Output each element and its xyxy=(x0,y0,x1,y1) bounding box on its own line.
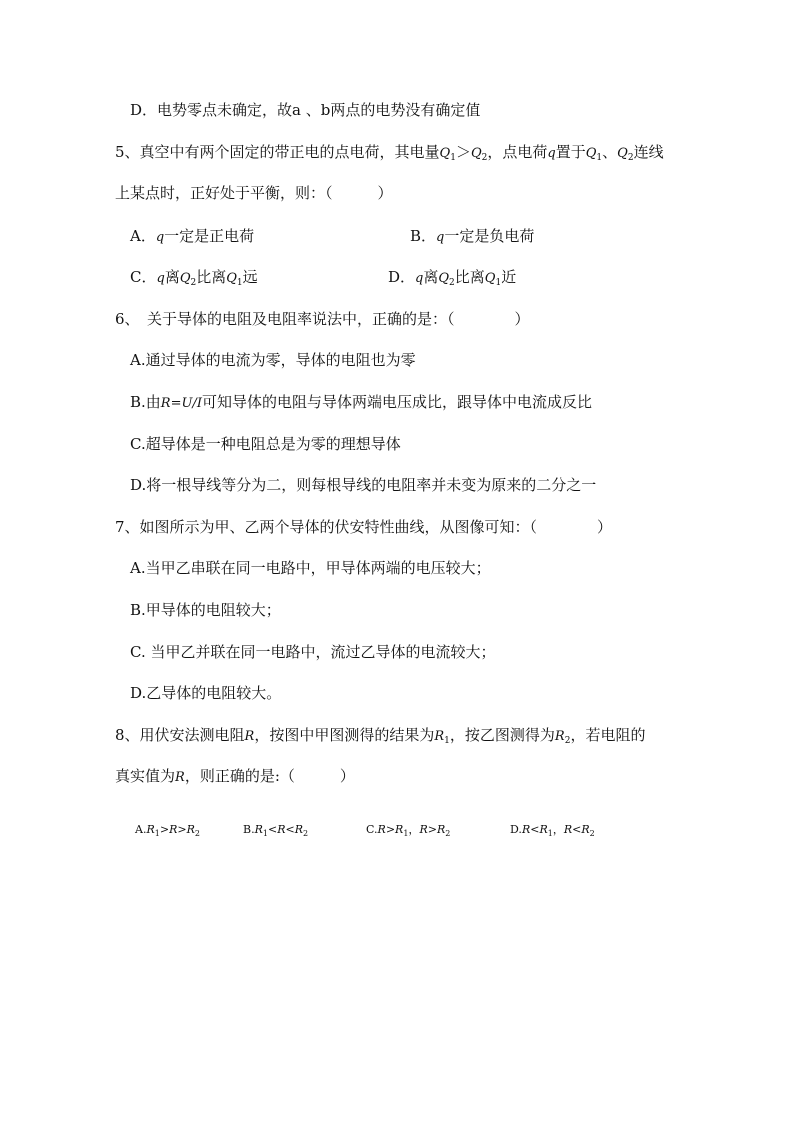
q8-stem-line2: 真实值为R，则正确的是:（ ） xyxy=(115,767,355,785)
q5-option-d: D．q离$Q_2$比离$Q_1$近 xyxy=(388,268,517,288)
q4-option-d-text: D．电势零点未确定，故a 、b两点的电势没有确定值 xyxy=(130,101,481,119)
q5-option-b: B．q一定是负电荷 xyxy=(410,227,535,245)
q5-option-c: C．q离$Q_2$比离$Q_1$远 xyxy=(130,268,258,288)
q7-stem: 7、如图所示为甲、乙两个导体的伏安特性曲线，从图像可知：（ ） xyxy=(115,518,613,536)
q6-option-b: B.由R=U/I可知导体的电阻与导体两端电压成比，跟导体中电流成反比 xyxy=(130,393,592,411)
q7-option-a: A.当甲乙串联在同一电路中，甲导体两端的电压较大； xyxy=(130,559,491,577)
q6-stem: 6、 关于导体的电阻及电阻率说法中，正确的是：（ ） xyxy=(115,310,530,328)
q8-option-d: $D.R<R_1$，$R<R_2$ xyxy=(510,823,595,838)
q7-option-d: D.乙导体的电阻较大。 xyxy=(130,684,282,702)
q8-option-c: $C.R>R_1$，$R>R_2$ xyxy=(366,823,451,838)
q5-option-a: A．q一定是正电荷 xyxy=(130,227,255,245)
q6-option-a: A.通过导体的电流为零，导体的电阻也为零 xyxy=(130,351,416,369)
q6-option-c: C.超导体是一种电阻总是为零的理想导体 xyxy=(130,435,401,453)
q8-option-a: $A.R_1>R>R_2$ xyxy=(135,823,200,838)
q5-stem-line2: 上某点时，正好处于平衡，则：（ ） xyxy=(115,184,393,202)
q6-option-d: D.将一根导线等分为二，则每根导线的电阻率并未变为原来的二分之一 xyxy=(130,476,597,494)
q7-option-c: C. 当甲乙并联在同一电路中，流过乙导体的电流较大； xyxy=(130,643,496,661)
q8-option-b: $B.R_1<R<R_2$ xyxy=(243,823,309,838)
q5-stem-line1: 5、真空中有两个固定的带正电的点电荷，其电量$Q_1>Q_2$，点电荷q置于$Q_1$、$Q_2$连线 xyxy=(115,143,664,163)
q7-option-b: B.甲导体的电阻较大； xyxy=(130,601,281,619)
q8-stem-line1: 8、用伏安法测电阻R，按图中甲图测得的结果为$R_1$，按乙图测得为$R_2$，若电阻的 xyxy=(115,726,646,746)
q4-option-d xyxy=(130,100,480,120)
